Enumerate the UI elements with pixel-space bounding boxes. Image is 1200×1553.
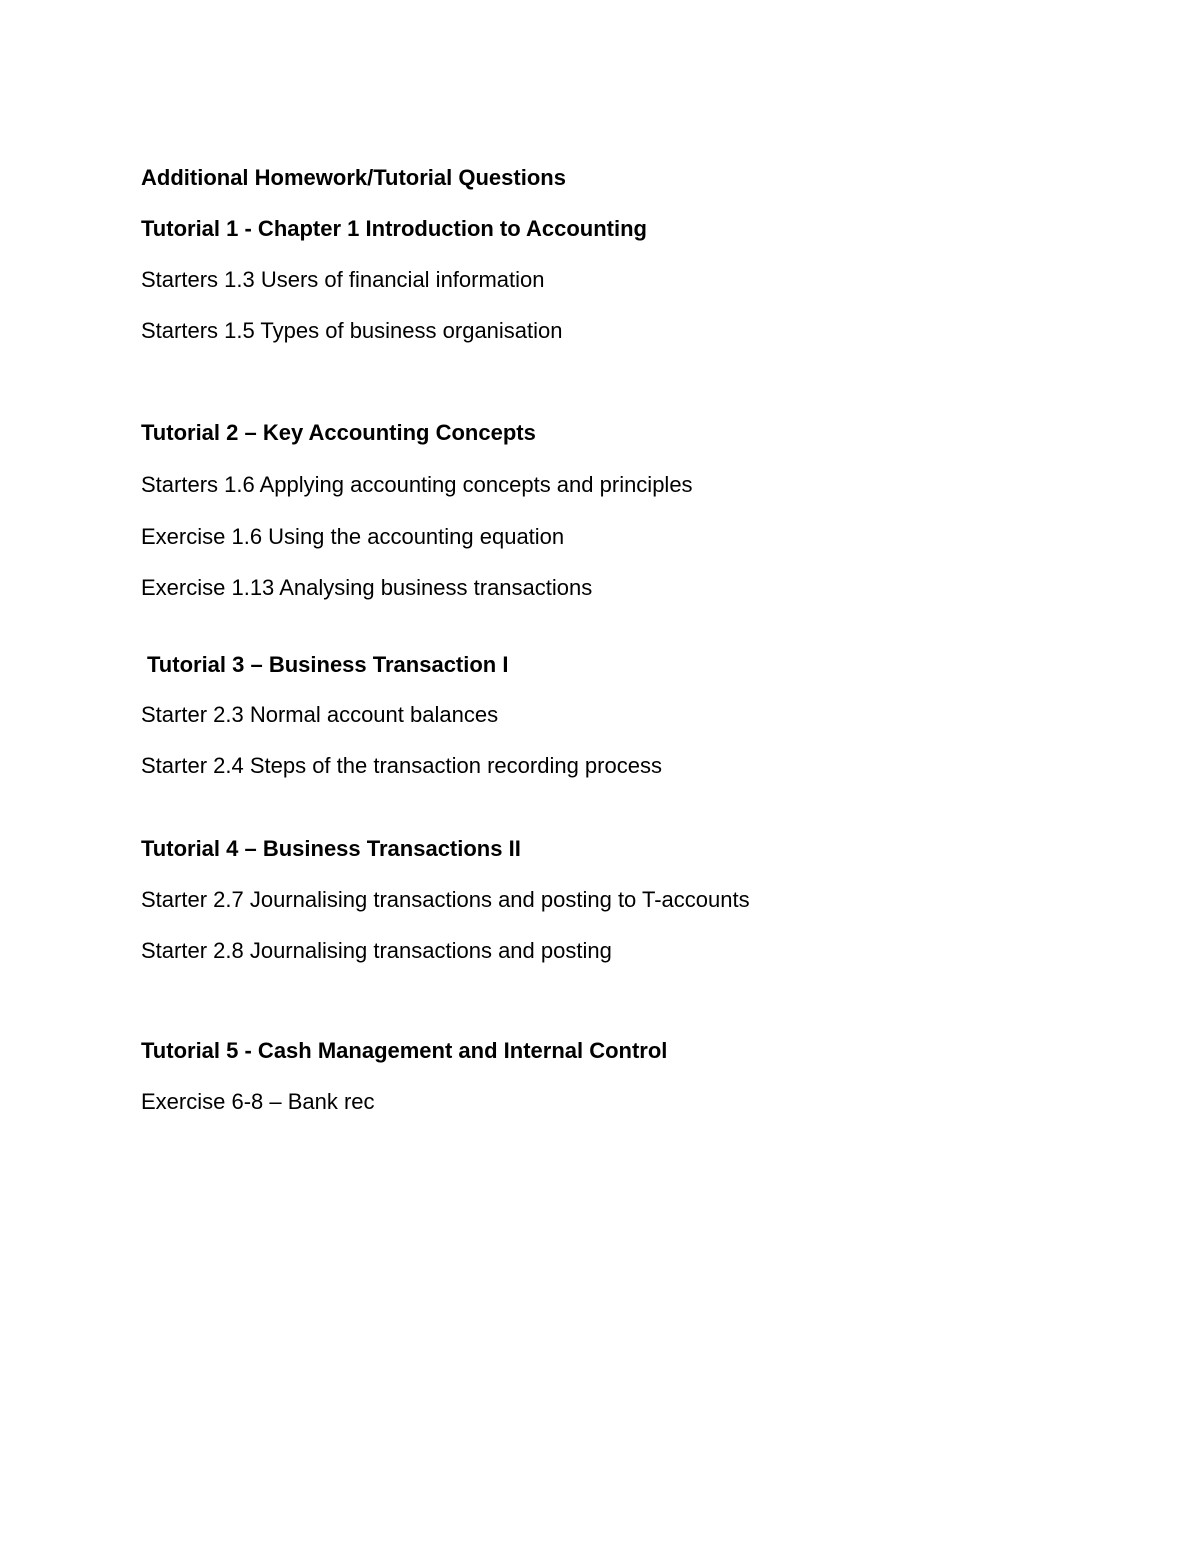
section-heading-tutorial-4: Tutorial 4 – Business Transactions II xyxy=(141,836,521,861)
list-item: Starter 2.4 Steps of the transaction recording process xyxy=(141,753,662,778)
section-heading-tutorial-2: Tutorial 2 – Key Accounting Concepts xyxy=(141,420,536,445)
section-heading-tutorial-3: Tutorial 3 – Business Transaction I xyxy=(147,652,509,677)
section-heading-tutorial-5: Tutorial 5 - Cash Management and Internal Control xyxy=(141,1038,668,1063)
list-item: Starters 1.6 Applying accounting concepts and principles xyxy=(141,472,693,497)
section-heading-tutorial-1: Tutorial 1 - Chapter 1 Introduction to Accounting xyxy=(141,216,647,241)
list-item: Exercise 1.6 Using the accounting equation xyxy=(141,524,565,549)
list-item: Starter 2.7 Journalising transactions and posting to T-accounts xyxy=(141,887,750,912)
list-item: Exercise 6-8 – Bank rec xyxy=(141,1089,375,1114)
document-title: Additional Homework/Tutorial Questions xyxy=(141,165,566,190)
list-item: Exercise 1.13 Analysing business transactions xyxy=(141,575,593,600)
list-item: Starter 2.8 Journalising transactions and posting xyxy=(141,938,612,963)
list-item: Starter 2.3 Normal account balances xyxy=(141,702,499,727)
list-item: Starters 1.3 Users of financial information xyxy=(141,267,545,292)
list-item: Starters 1.5 Types of business organisation xyxy=(141,318,563,343)
